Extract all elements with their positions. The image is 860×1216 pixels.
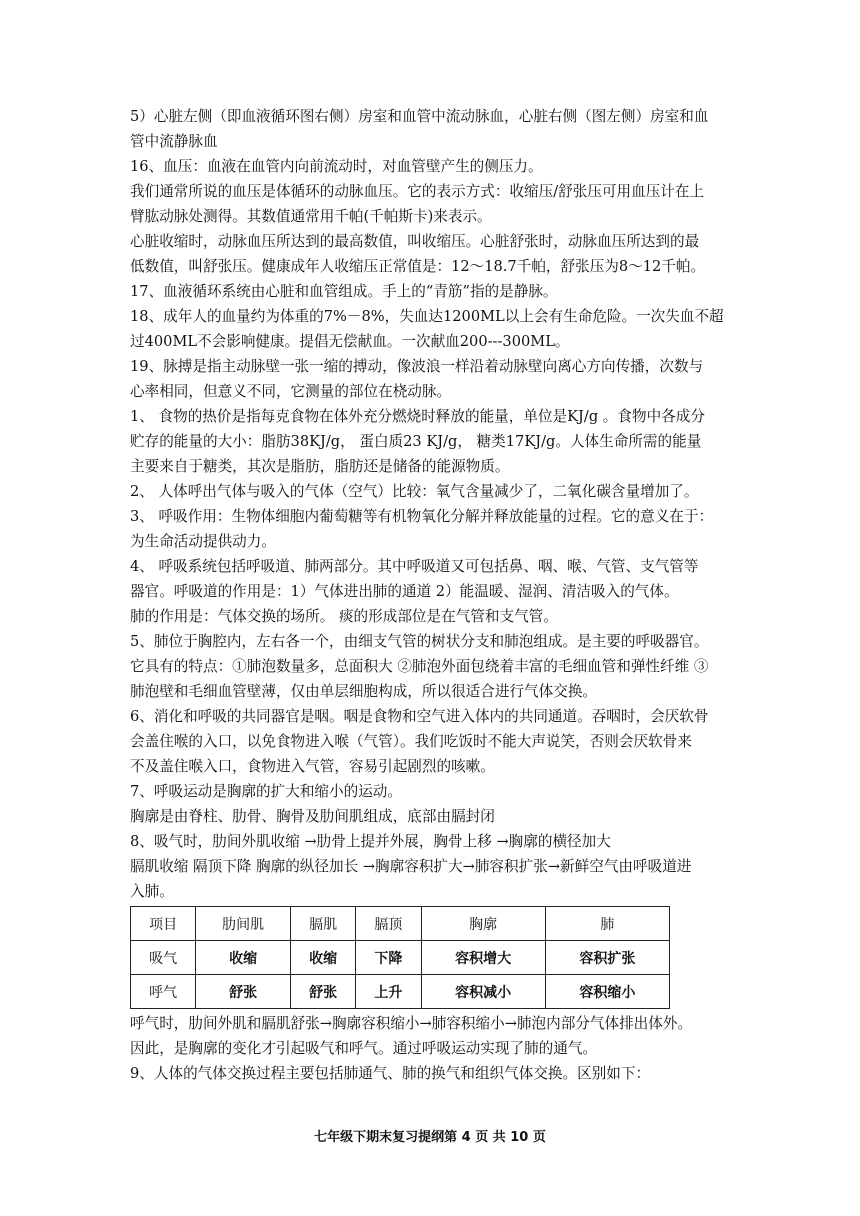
text-line: 呼气时，肋间外肌和膈肌舒张→胸廓容积缩小→肺容积缩小→肺泡内部分气体排出体外。 (130, 1015, 693, 1032)
breathing-table (130, 906, 670, 1009)
table-cell: 容积增大 (421, 941, 545, 975)
table-header-cell: 膈肌 (291, 907, 356, 941)
text-line: 1、 食物的热价是指每克食物在体外充分燃烧时释放的能量，单位是KJ/g 。食物中各成分 (130, 408, 705, 425)
text-line: 过400ML不会影响健康。提倡无偿献血。一次献血200---300ML。 (130, 333, 570, 350)
text-line: 主要来自于糖类，其次是脂肪，脂肪还是储备的能源物质。 (130, 458, 510, 475)
text-line: 肺泡壁和毛细血管壁薄，仅由单层细胞构成，所以很适合进行气体交换。 (130, 683, 598, 700)
table-cell: 容积缩小 (545, 975, 669, 1009)
text-line: 低数值，叫舒张压。健康成年人收缩压正常值是：12～18.7千帕，舒张压为8～12千帕。 (130, 258, 706, 275)
table-cell: 舒张 (291, 975, 356, 1009)
table-header-row (131, 907, 670, 941)
text-line: 3、 呼吸作用：生物体细胞内葡萄糖等有机物氧化分解并释放能量的过程。它的意义在于： (130, 508, 714, 525)
text-line: 入肺。 (130, 883, 174, 900)
text-line: 会盖住喉的入口，以免食物进入喉（气管）。我们吃饭时不能大声说笑，否则会厌软骨来 (130, 733, 692, 750)
page-footer: 七年级下期末复习提纲第 4 页 共 10 页 (314, 1130, 546, 1145)
table-cell: 收缩 (196, 941, 291, 975)
table-row (131, 941, 670, 975)
table-cell: 呼气 (131, 975, 196, 1009)
table-header-cell: 项目 (131, 907, 196, 941)
text-line: 2、 人体呼出气体与吸入的气体（空气）比较：氧气含量减少了，二氧化碳含量增加了。 (130, 483, 699, 500)
text-line: 心率相同，但意义不同，它测量的部位在桡动脉。 (130, 383, 452, 400)
text-line: 膈肌收缩 隔顶下降 胸廓的纵径加长 →胸廓容积扩大→肺容积扩张→新鲜空气由呼吸道进 (130, 858, 692, 875)
text-line: 贮存的能量的大小：脂肪38KJ/g， 蛋白质23 KJ/g， 糖类17KJ/g。人体生命所需的能量 (130, 433, 702, 450)
table-row (131, 975, 670, 1009)
text-line: 7、呼吸运动是胸廓的扩大和缩小的运动。 (130, 783, 402, 800)
text-line: 不及盖住喉入口，食物进入气管，容易引起剧烈的咳嗽。 (130, 758, 495, 775)
text-line: 18、成年人的血量约为体重的7%－8%，失血达1200ML以上会有生命危险。一次失血不超 (130, 308, 724, 325)
text-line: 17、血液循环系统由心脏和血管组成。手上的“青筋”指的是静脉。 (130, 283, 558, 300)
text-line: 管中流静脉血 (130, 133, 218, 150)
document-body (130, 104, 740, 1086)
text-line: 因此，是胸廓的变化才引起吸气和呼气。通过呼吸运动实现了肺的通气。 (130, 1040, 598, 1057)
text-line: 6、消化和呼吸的共同器官是咽。咽是食物和空气进入体内的共同通道。吞咽时，会厌软骨 (130, 708, 709, 725)
text-line: 19、脉搏是指主动脉壁一张一缩的搏动，像波浪一样沿着动脉壁向离心方向传播，次数与 (130, 358, 704, 375)
text-line: 5）心脏左侧（即血液循环图右侧）房室和血管中流动脉血，心脏右侧（图左侧）房室和血 (130, 108, 709, 125)
table-cell: 上升 (356, 975, 421, 1009)
table-header-cell: 膈顶 (356, 907, 421, 941)
table-header-cell: 肋间肌 (196, 907, 291, 941)
table-header-cell: 胸廓 (421, 907, 545, 941)
table-cell: 下降 (356, 941, 421, 975)
text-line: 4、 呼吸系统包括呼吸道、肺两部分。其中呼吸道又可包括鼻、咽、喉、气管、支气管等 (130, 558, 699, 575)
text-line: 我们通常所说的血压是体循环的动脉血压。它的表示方式：收缩压/舒张压可用血压计在上 (130, 183, 705, 200)
text-line: 器官。呼吸道的作用是：1）气体进出肺的通道 2）能温暖、湿润、清洁吸入的气体。 (130, 583, 679, 600)
text-line: 它具有的特点：①肺泡数量多，总面积大 ②肺泡外面包绕着丰富的毛细血管和弹性纤维 ③ (130, 658, 709, 675)
table-cell: 容积减小 (421, 975, 545, 1009)
text-line: 胸廓是由脊柱、肋骨、胸骨及肋间肌组成，底部由膈封闭 (130, 808, 495, 825)
table-header-cell: 肺 (545, 907, 669, 941)
table-cell: 收缩 (291, 941, 356, 975)
text-line: 9、人体的气体交换过程主要包括肺通气、肺的换气和组织气体交换。区别如下： (130, 1065, 651, 1082)
table-cell: 吸气 (131, 941, 196, 975)
table-cell: 容积扩张 (545, 941, 669, 975)
text-line: 8、吸气时，肋间外肌收缩 →肋骨上提并外展，胸骨上移 →胸廓的横径加大 (130, 833, 611, 850)
text-line: 心脏收缩时，动脉血压所达到的最高数值，叫收缩压。心脏舒张时，动脉血压所达到的最 (130, 233, 700, 250)
text-line: 肺的作用是：气体交换的场所。 痰的形成部位是在气管和支气管。 (130, 608, 558, 625)
text-line: 5、肺位于胸腔内，左右各一个，由细支气管的树状分支和肺泡组成。是主要的呼吸器官。 (130, 633, 709, 650)
text-line: 为生命活动提供动力。 (130, 533, 276, 550)
text-line: 16、血压：血液在血管内向前流动时，对血管壁产生的侧压力。 (130, 158, 543, 175)
table-cell: 舒张 (196, 975, 291, 1009)
text-line: 臂肱动脉处测得。其数值通常用千帕(千帕斯卡)来表示。 (130, 208, 492, 225)
